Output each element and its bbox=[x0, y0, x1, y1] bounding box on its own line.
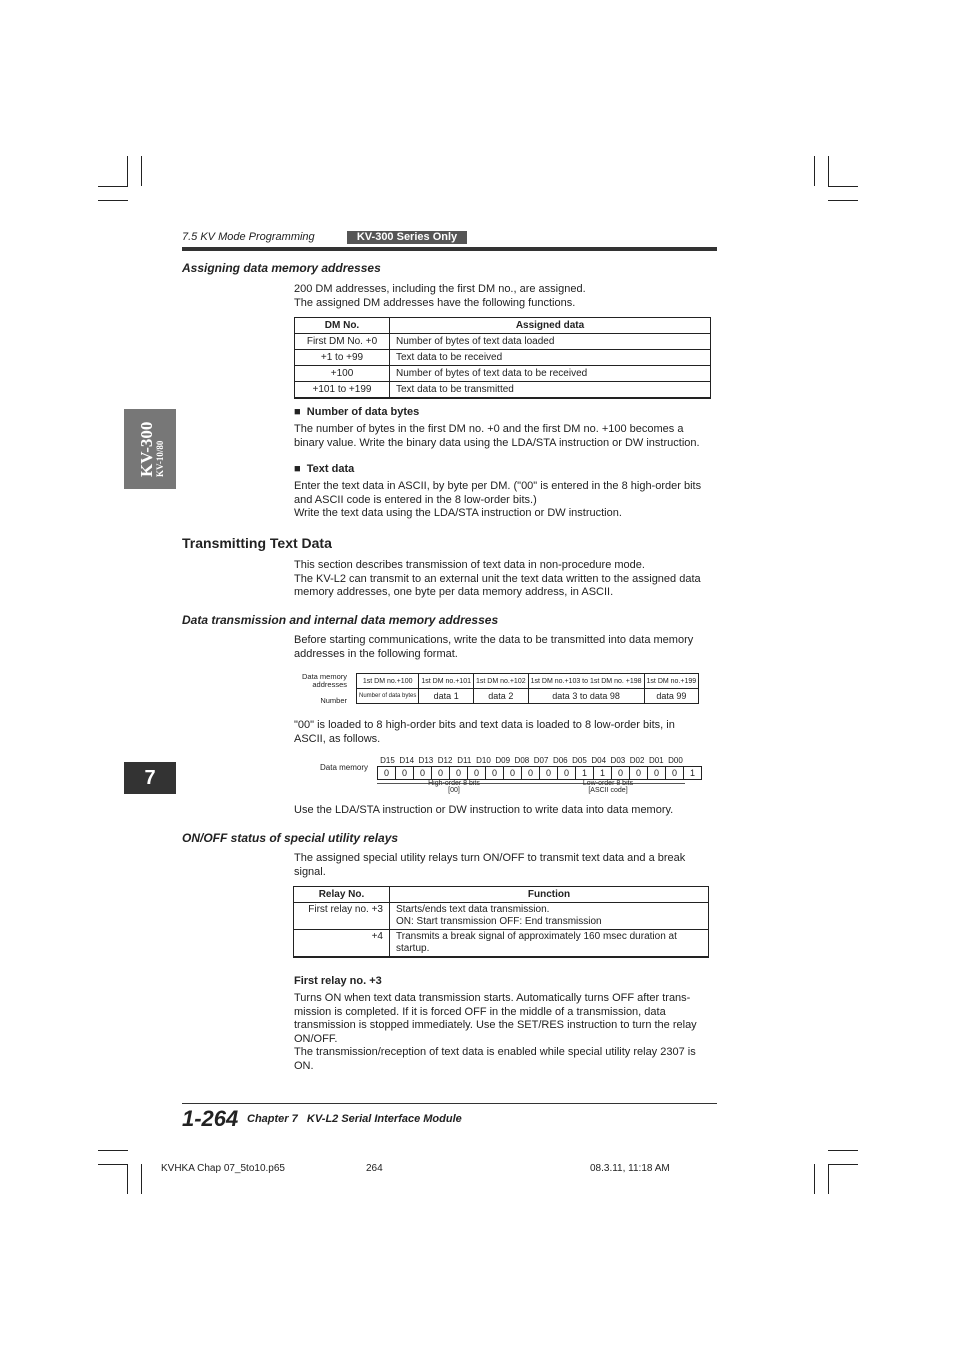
table-cell: +4 bbox=[294, 930, 390, 958]
bit-cell: 1 bbox=[576, 767, 594, 780]
first-relay-line: transmission is stopped immediately. Use the SET/RES instruction to turn the relay bbox=[294, 1019, 697, 1031]
bytes-heading-label: Number of data bytes bbox=[306, 406, 420, 418]
dtx-intro-line: Before starting communications, write the data to be transmitted into data memory bbox=[294, 634, 694, 646]
table-cell: data 99 bbox=[644, 689, 699, 704]
bit-cell: 1 bbox=[684, 767, 702, 780]
bit-cell: 0 bbox=[432, 767, 450, 780]
bit-cell: 0 bbox=[558, 767, 576, 780]
table-cell: 1st DM no.+100 bbox=[357, 674, 419, 689]
table-cell-line: ON: Start transmission OFF: End transmission bbox=[396, 916, 602, 927]
table-cell: First DM No. +0 bbox=[295, 334, 390, 350]
side-tab-subtitle: KV-10/80 bbox=[155, 440, 165, 477]
crop-mark bbox=[141, 156, 142, 186]
bit-name-label: D01 bbox=[648, 756, 664, 765]
bullet-square-icon: ■ bbox=[294, 406, 301, 418]
table-cell: +1 to +99 bbox=[295, 350, 390, 366]
slug-page: 264 bbox=[366, 1163, 383, 1174]
table-cell-line: Starts/ends text data transmission. bbox=[396, 904, 550, 915]
crop-mark bbox=[98, 200, 128, 201]
table-cell: Number of bytes of text data to be received bbox=[390, 366, 711, 382]
dm-assignment-table bbox=[294, 317, 711, 399]
bytes-text-line: binary value. Write the binary data using the LDA/STA instruction or DW instruction. bbox=[294, 436, 700, 449]
dtx-heading: Data transmission and internal data memory addresses bbox=[182, 613, 499, 627]
table-header: DM No. bbox=[295, 318, 390, 334]
table-cell: 1st DM no.+199 bbox=[644, 674, 699, 689]
dtx-intro-line: addresses in the following format. bbox=[294, 647, 458, 660]
crop-mark bbox=[828, 156, 829, 186]
table-cell: data 2 bbox=[474, 689, 529, 704]
transmit-intro-line: memory addresses, one byte per data memory address, in ASCII. bbox=[294, 586, 614, 598]
addr-row-label: Data memory addresses bbox=[301, 672, 347, 689]
crop-mark bbox=[127, 1164, 128, 1194]
use-text: Use the LDA/STA instruction or DW instruction to write data into data memory. bbox=[294, 804, 674, 816]
bit-cell: 0 bbox=[630, 767, 648, 780]
bit-cell: 0 bbox=[612, 767, 630, 780]
bit-name-label: D05 bbox=[572, 756, 587, 765]
table-row bbox=[357, 689, 699, 704]
footer-rule bbox=[182, 1103, 717, 1104]
bit-name-label: D09 bbox=[495, 756, 511, 765]
crop-mark bbox=[141, 1164, 142, 1194]
bit-name-label: D00 bbox=[668, 756, 683, 765]
bit-cell: 0 bbox=[468, 767, 486, 780]
after-line: "00" is loaded to 8 high-order bits and text data is loaded to 8 low-order bits, in bbox=[294, 719, 675, 731]
table-row bbox=[357, 674, 699, 689]
table-cell-line: startup. bbox=[396, 943, 430, 954]
bit-cell: 0 bbox=[648, 767, 666, 780]
chapter-tab: 7 bbox=[124, 762, 176, 794]
table-cell: Number of data bytes bbox=[357, 689, 419, 704]
table-row bbox=[294, 903, 709, 930]
bit-name-label: D08 bbox=[514, 756, 530, 765]
relays-intro-line: The assigned special utility relays turn ON/OFF to transmit text data and a break bbox=[294, 852, 686, 864]
bit-names bbox=[378, 756, 688, 766]
text-data-heading-label: Text data bbox=[306, 463, 355, 475]
page-number: 1-264 bbox=[182, 1106, 239, 1131]
table-header: Relay No. bbox=[294, 887, 390, 903]
table-cell: 1st DM no.+101 bbox=[419, 674, 474, 689]
dm-format-table bbox=[356, 673, 699, 704]
bytes-heading bbox=[294, 406, 419, 418]
series-badge: KV-300 Series Only bbox=[347, 231, 467, 244]
crop-mark bbox=[828, 200, 858, 201]
table-row bbox=[294, 930, 709, 958]
bit-cell: 0 bbox=[486, 767, 504, 780]
table-cell: +100 bbox=[295, 366, 390, 382]
relays-intro-line: signal. bbox=[294, 865, 326, 878]
text-data-line: Enter the text data in ASCII, by byte per DM. ("00" is entered in the 8 high-order bits bbox=[294, 480, 702, 492]
bit-cell: 1 bbox=[594, 767, 612, 780]
bit-table bbox=[377, 766, 702, 780]
slug-file: KVHKA Chap 07_5to10.p65 bbox=[161, 1163, 285, 1174]
first-relay-line: ON. bbox=[294, 1059, 314, 1072]
table-cell: 1st DM no.+103 to 1st DM no. +198 bbox=[528, 674, 644, 689]
first-relay-line: The transmission/reception of text data is enabled while special utility relay 2307 is bbox=[294, 1046, 696, 1058]
crop-mark bbox=[828, 1164, 829, 1194]
slug-date: 08.3.11, 11:18 AM bbox=[590, 1163, 670, 1174]
section-header: 7.5 KV Mode Programming bbox=[182, 231, 315, 243]
after-line: ASCII, as follows. bbox=[294, 732, 381, 745]
first-relay-heading: First relay no. +3 bbox=[294, 975, 382, 987]
bytes-text-line: The number of bytes in the first DM no. +0 and the first DM no. +100 becomes a bbox=[294, 423, 684, 435]
bit-name-label: D10 bbox=[476, 756, 491, 765]
crop-mark bbox=[127, 156, 128, 186]
table-cell-line: Transmits a break signal of approximately 160 msec duration at bbox=[396, 931, 677, 942]
table-row bbox=[378, 767, 702, 780]
table-cell: Text data to be transmitted bbox=[390, 382, 711, 399]
bit-cell: 0 bbox=[378, 767, 396, 780]
bit-cell: 0 bbox=[396, 767, 414, 780]
first-relay-line: Turns ON when text data transmission starts. Automatically turns OFF after trans- bbox=[294, 992, 691, 1004]
bit-name-label: D06 bbox=[552, 756, 568, 765]
bit-name-label: D12 bbox=[437, 756, 453, 765]
assign-heading: Assigning data memory addresses bbox=[182, 261, 381, 275]
assign-intro-line: The assigned DM addresses have the following functions. bbox=[294, 296, 576, 309]
transmit-intro-line: This section describes transmission of text data in non-procedure mode. bbox=[294, 559, 645, 571]
table-cell: data 3 to data 98 bbox=[528, 689, 644, 704]
assign-intro-line: 200 DM addresses, including the first DM no., are assigned. bbox=[294, 283, 586, 295]
relay-table bbox=[293, 886, 709, 958]
table-row bbox=[295, 350, 711, 366]
bit-cell: 0 bbox=[414, 767, 432, 780]
first-relay-line: mission is completed. If it is forced OFF in the middle of a transmission, data bbox=[294, 1005, 666, 1018]
relays-heading: ON/OFF status of special utility relays bbox=[182, 831, 399, 845]
table-cell: Number of bytes of text data loaded bbox=[390, 334, 711, 350]
table-row bbox=[295, 366, 711, 382]
table-cell: First relay no. +3 bbox=[294, 903, 390, 930]
bullet-square-icon: ■ bbox=[294, 463, 301, 475]
num-row-label: Number bbox=[320, 696, 347, 705]
side-tab-title: KV-300 bbox=[137, 421, 156, 477]
text-data-line: and ASCII code is entered in the 8 low-order bits.) bbox=[294, 493, 537, 506]
bit-cell: 0 bbox=[504, 767, 522, 780]
table-header: Function bbox=[390, 887, 709, 903]
bit-name-label: D14 bbox=[399, 756, 415, 765]
transmit-intro-line: The KV-L2 can transmit to an external unit the text data written to the assigned data bbox=[294, 572, 701, 585]
crop-mark bbox=[828, 186, 858, 187]
crop-mark bbox=[98, 1150, 128, 1151]
bit-name-label: D02 bbox=[629, 756, 645, 765]
chapter-title: Chapter 7 KV-L2 Serial Interface Module bbox=[247, 1113, 462, 1125]
bit-cell: 0 bbox=[450, 767, 468, 780]
side-tab-model bbox=[124, 409, 176, 489]
low-order-label: Low-order 8 bits bbox=[582, 780, 634, 787]
bit-cell: 0 bbox=[666, 767, 684, 780]
high-order-value: [00] bbox=[448, 787, 460, 794]
table-cell: data 1 bbox=[419, 689, 474, 704]
bit-name-label: D11 bbox=[457, 756, 472, 765]
bit-name-label: D13 bbox=[418, 756, 434, 765]
first-relay-line: ON/OFF. bbox=[294, 1032, 338, 1045]
transmit-heading: Transmitting Text Data bbox=[182, 535, 332, 551]
crop-mark bbox=[98, 186, 128, 187]
crop-mark bbox=[814, 1164, 815, 1194]
table-cell: Text data to be received bbox=[390, 350, 711, 366]
table-row bbox=[295, 382, 711, 399]
text-data-line: Write the text data using the LDA/STA instruction or DW instruction. bbox=[294, 507, 622, 519]
crop-mark bbox=[828, 1150, 858, 1151]
text-data-heading bbox=[294, 463, 354, 475]
bit-name-label: D04 bbox=[591, 756, 607, 765]
bit-name-label: D03 bbox=[610, 756, 626, 765]
bit-cell: 0 bbox=[540, 767, 558, 780]
table-cell: 1st DM no.+102 bbox=[474, 674, 529, 689]
low-order-value: [ASCII code] bbox=[588, 787, 628, 794]
table-cell: +101 to +199 bbox=[295, 382, 390, 399]
crop-mark bbox=[98, 1164, 128, 1165]
bit-name-label: D07 bbox=[533, 756, 549, 765]
high-order-label: High-order 8 bits bbox=[428, 780, 480, 787]
table-row bbox=[295, 334, 711, 350]
table-header: Assigned data bbox=[390, 318, 711, 334]
bit-cell: 0 bbox=[522, 767, 540, 780]
bit-name-label: D15 bbox=[380, 756, 395, 765]
bits-label: Data memory bbox=[320, 763, 369, 772]
header-rule bbox=[182, 247, 717, 251]
crop-mark bbox=[828, 1164, 858, 1165]
crop-mark bbox=[814, 156, 815, 186]
